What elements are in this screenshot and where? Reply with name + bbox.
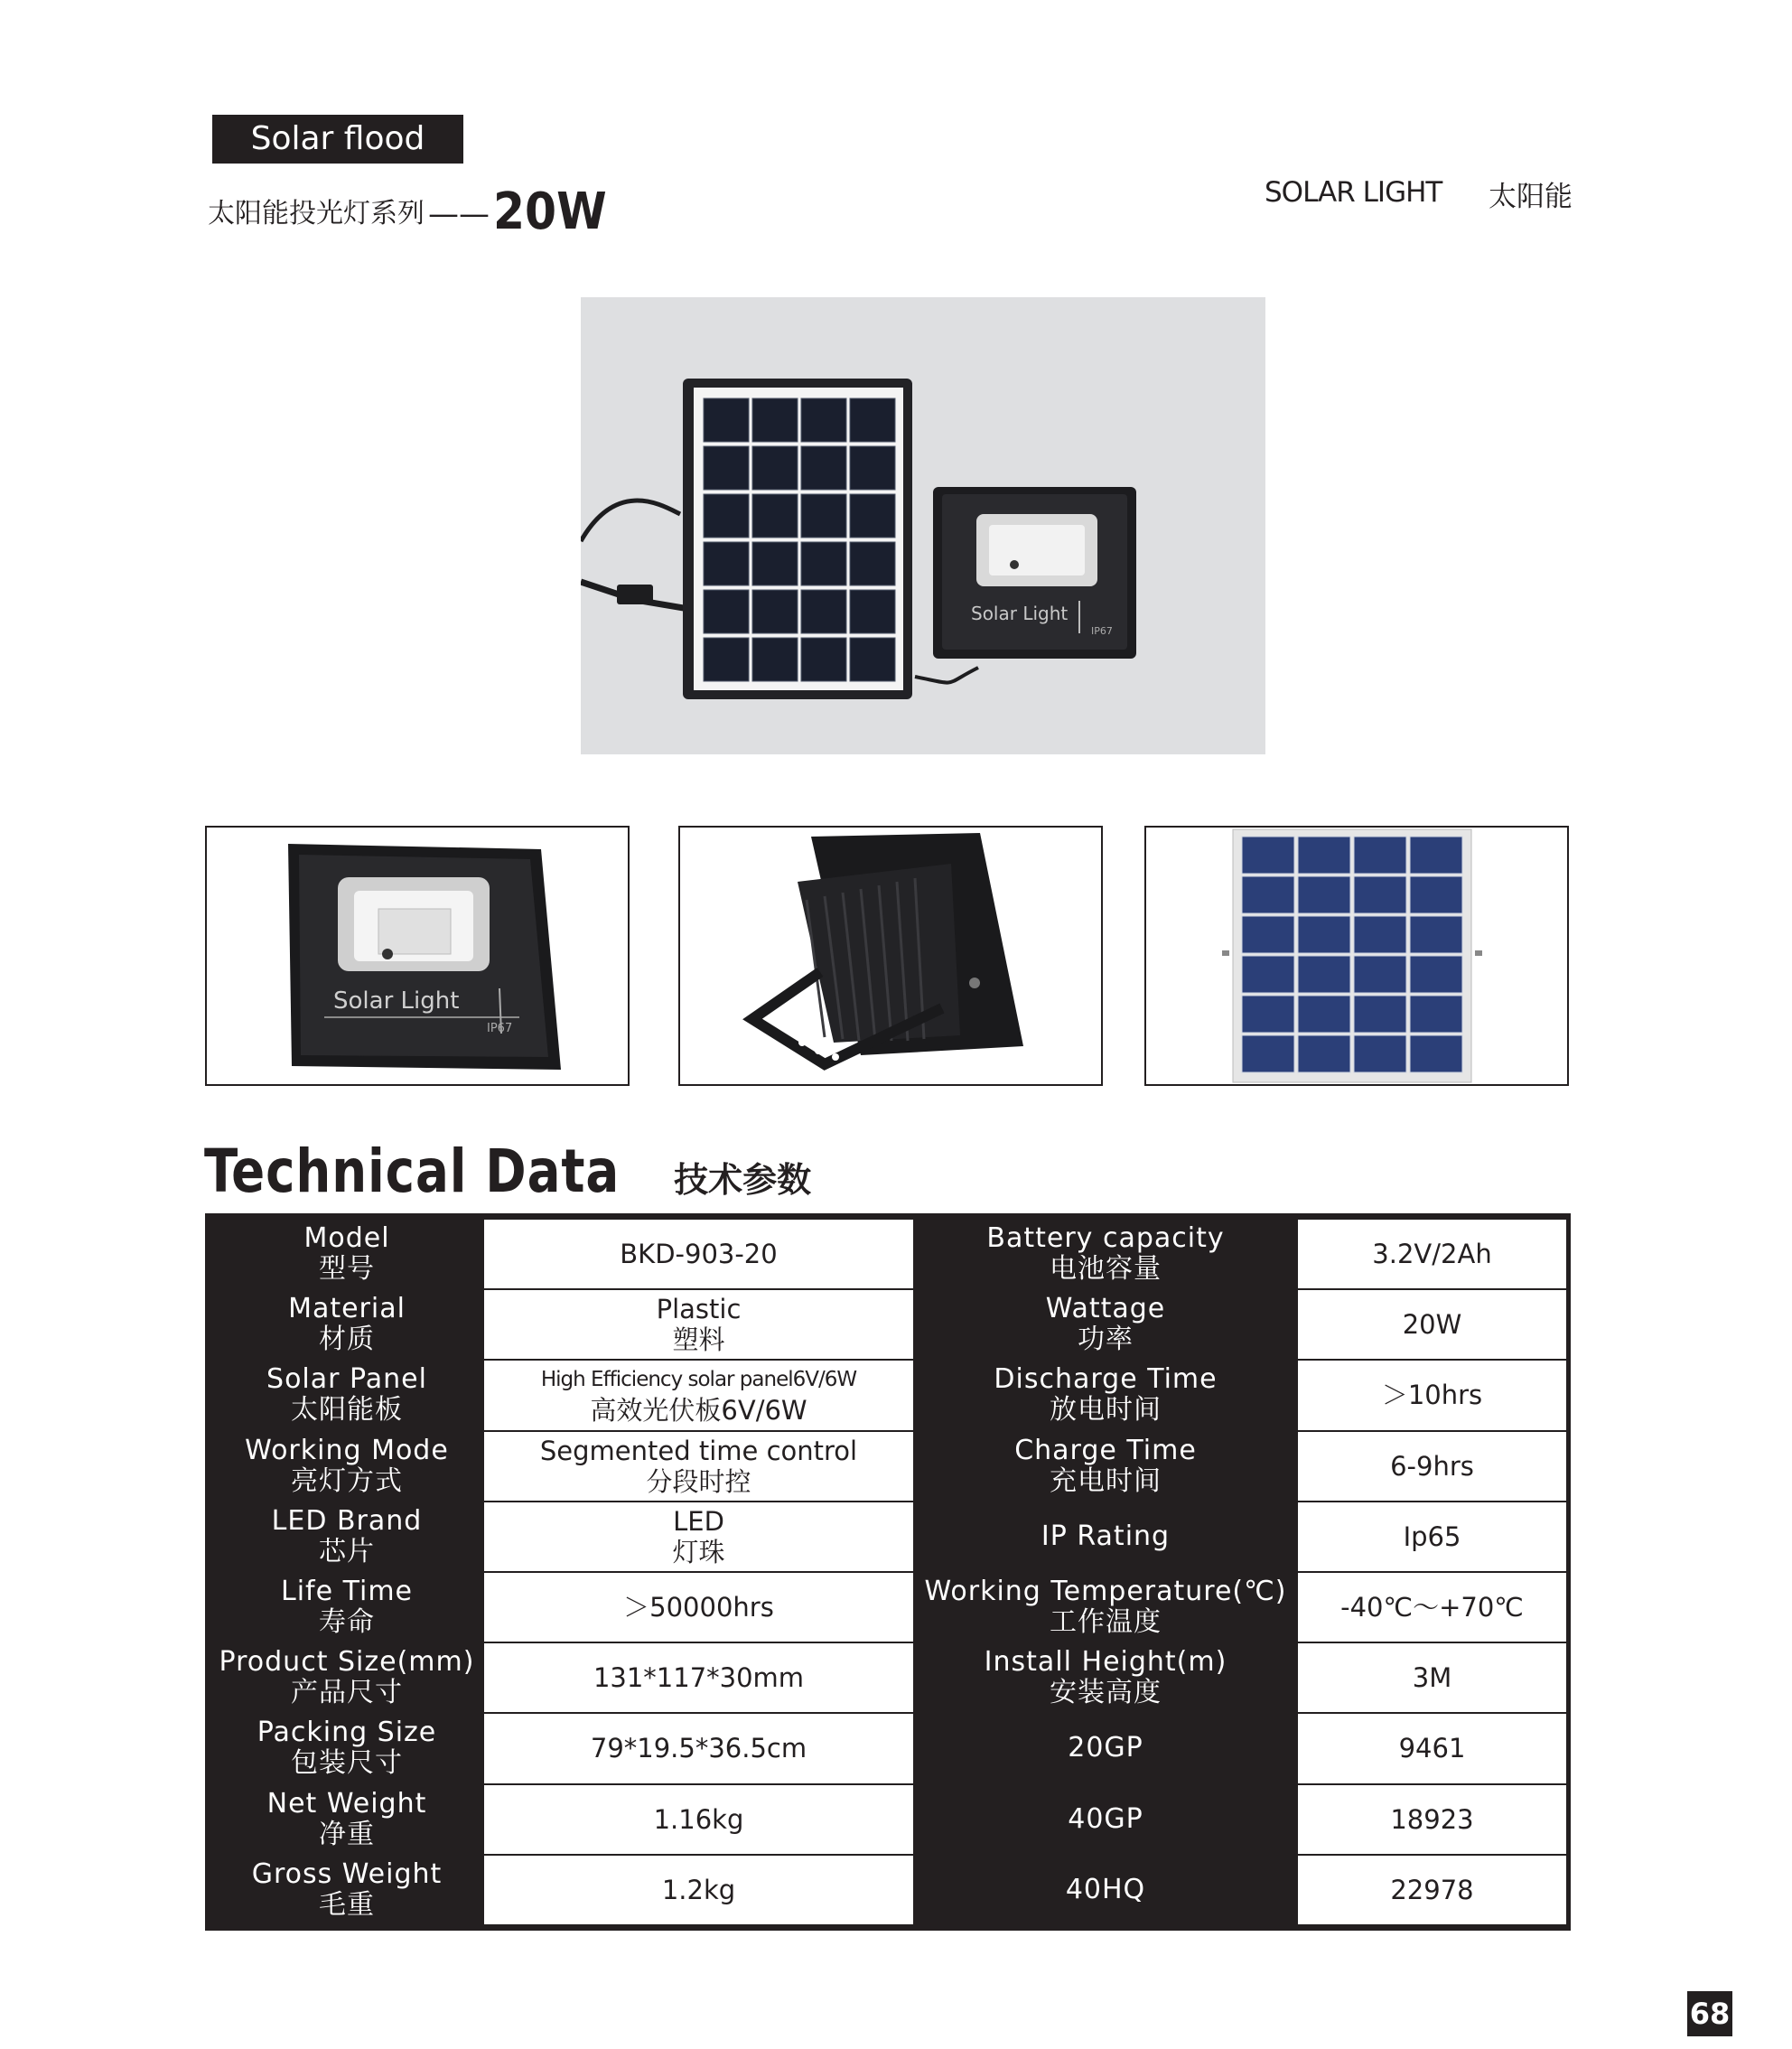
table-row bbox=[210, 1572, 1567, 1642]
solar-cell bbox=[752, 638, 798, 681]
spec-value: 分段时控 bbox=[646, 1465, 751, 1497]
solar-cell bbox=[1298, 996, 1350, 1033]
spec-value: -40℃～+70℃ bbox=[1340, 1592, 1524, 1623]
spec-label: 20GP bbox=[1068, 1732, 1143, 1764]
thumb-back-light bbox=[678, 826, 1103, 1086]
spec-label-cell bbox=[210, 1502, 483, 1572]
solar-cell bbox=[850, 590, 895, 633]
solar-cell bbox=[752, 542, 798, 585]
title-dash: —— bbox=[428, 196, 490, 232]
spec-value: 22978 bbox=[1390, 1874, 1474, 1905]
solar-cell bbox=[1410, 837, 1462, 874]
spec-label: 太阳能板 bbox=[291, 1394, 403, 1427]
spec-value: 1.16kg bbox=[653, 1803, 744, 1835]
solar-cell bbox=[1298, 1035, 1350, 1072]
solar-cell bbox=[801, 446, 846, 490]
spec-label: Wattage bbox=[1045, 1293, 1166, 1325]
solar-cell bbox=[1242, 1035, 1294, 1072]
spec-value: 1.2kg bbox=[661, 1874, 736, 1905]
spec-value-cell bbox=[483, 1784, 914, 1855]
solar-cell bbox=[1354, 956, 1406, 993]
solar-cell bbox=[1242, 876, 1294, 913]
spec-value-cell bbox=[483, 1289, 914, 1360]
spec-value: ＞50000hrs bbox=[623, 1592, 774, 1623]
spec-label-cell bbox=[914, 1502, 1297, 1572]
spec-label-cell bbox=[210, 1713, 483, 1783]
spec-value-cell bbox=[1297, 1431, 1567, 1502]
spec-label: Model bbox=[303, 1222, 390, 1255]
spec-label: Solar Panel bbox=[266, 1363, 427, 1396]
table-row bbox=[210, 1502, 1567, 1572]
product-badge: Solar flood light bbox=[212, 115, 463, 164]
spec-value: 3M bbox=[1412, 1662, 1452, 1694]
spec-label-cell bbox=[210, 1855, 483, 1925]
spec-label: Product Size(mm) bbox=[219, 1646, 475, 1679]
spec-label: 芯片 bbox=[319, 1535, 375, 1567]
table-row bbox=[210, 1289, 1567, 1360]
spec-value-cell bbox=[1297, 1219, 1567, 1289]
spec-label: Working Temperature(℃) bbox=[924, 1576, 1287, 1608]
thumb-ip-label: IP67 bbox=[487, 1022, 513, 1035]
solar-cell bbox=[752, 494, 798, 538]
spec-label: 寿命 bbox=[319, 1606, 375, 1639]
spec-label: Install Height(m) bbox=[984, 1646, 1227, 1679]
spec-value: 3.2V/2Ah bbox=[1372, 1239, 1492, 1270]
spec-label-cell bbox=[914, 1219, 1297, 1289]
spec-label: 40HQ bbox=[1065, 1873, 1146, 1905]
series-title bbox=[208, 176, 607, 239]
spec-label: LED Brand bbox=[271, 1504, 423, 1537]
solar-cell bbox=[850, 398, 895, 442]
spec-value-cell bbox=[483, 1219, 914, 1289]
spec-value: LED bbox=[673, 1505, 724, 1537]
light-brand-label: Solar Light bbox=[971, 603, 1069, 624]
spec-value-cell bbox=[483, 1713, 914, 1783]
spec-label: 充电时间 bbox=[1050, 1464, 1162, 1497]
spec-label: 包装尺寸 bbox=[291, 1747, 403, 1780]
spec-value: 20W bbox=[1402, 1309, 1462, 1341]
technical-data-heading bbox=[204, 1137, 811, 1206]
spec-label: Life Time bbox=[280, 1576, 414, 1608]
spec-value-cell bbox=[483, 1855, 914, 1925]
spec-label-cell bbox=[210, 1431, 483, 1502]
flood-light-front-illustration bbox=[207, 828, 628, 1084]
solar-cell bbox=[801, 638, 846, 681]
solar-cell bbox=[1354, 916, 1406, 953]
category-en: SOLAR LIGHT bbox=[1265, 176, 1442, 209]
table-row bbox=[210, 1855, 1567, 1925]
spec-label-cell bbox=[914, 1572, 1297, 1642]
spec-label: Net Weight bbox=[266, 1787, 427, 1820]
spec-label: Gross Weight bbox=[251, 1857, 443, 1890]
spec-label-cell bbox=[914, 1431, 1297, 1502]
solar-cell bbox=[1298, 876, 1350, 913]
spec-label-cell bbox=[210, 1289, 483, 1360]
solar-cell bbox=[1242, 837, 1294, 874]
spec-value-cell bbox=[483, 1642, 914, 1713]
solar-cell bbox=[704, 398, 749, 442]
spec-value: Segmented time control bbox=[539, 1435, 858, 1466]
solar-cell bbox=[752, 446, 798, 490]
solar-cell bbox=[1354, 1035, 1406, 1072]
solar-cell bbox=[1410, 956, 1462, 993]
spec-label-cell bbox=[914, 1360, 1297, 1430]
solar-panel-illustration bbox=[1146, 828, 1567, 1084]
spec-label: 工作温度 bbox=[1050, 1606, 1162, 1639]
spec-label: 材质 bbox=[319, 1324, 375, 1356]
spec-label: 放电时间 bbox=[1050, 1394, 1162, 1427]
spec-label: IP Rating bbox=[1041, 1520, 1171, 1552]
spec-value: ＞10hrs bbox=[1381, 1380, 1483, 1411]
spec-value-cell bbox=[1297, 1713, 1567, 1783]
spec-value: 高效光伏板6V/6W bbox=[590, 1395, 807, 1427]
spec-value: Ip65 bbox=[1403, 1520, 1461, 1552]
solar-cell bbox=[850, 638, 895, 681]
solar-cell bbox=[1410, 996, 1462, 1033]
flood-light-back-illustration bbox=[680, 828, 1101, 1084]
spec-value-cell bbox=[483, 1360, 914, 1430]
thumb-front-light bbox=[205, 826, 630, 1086]
solar-cell bbox=[1410, 1035, 1462, 1072]
spec-value: Plastic bbox=[656, 1294, 742, 1325]
spec-label: 毛重 bbox=[319, 1888, 375, 1921]
solar-cell bbox=[1298, 916, 1350, 953]
series-cn: 太阳能投光灯系列 bbox=[208, 198, 425, 229]
page-number: 68 bbox=[1687, 1991, 1732, 2036]
spec-label-cell bbox=[210, 1642, 483, 1713]
spec-value: BKD-903-20 bbox=[620, 1239, 778, 1270]
spec-value: 灯珠 bbox=[672, 1536, 725, 1567]
solar-cell bbox=[1242, 996, 1294, 1033]
spec-label-cell bbox=[210, 1360, 483, 1430]
spec-value-cell bbox=[1297, 1572, 1567, 1642]
table-row bbox=[210, 1360, 1567, 1430]
solar-cell bbox=[752, 398, 798, 442]
solar-cell bbox=[850, 494, 895, 538]
spec-label: 电池容量 bbox=[1050, 1253, 1162, 1286]
tech-title-en: Technical Data bbox=[204, 1137, 621, 1206]
spec-value-cell bbox=[1297, 1289, 1567, 1360]
spec-label-cell bbox=[210, 1784, 483, 1855]
table-row bbox=[210, 1431, 1567, 1502]
spec-value-cell bbox=[1297, 1642, 1567, 1713]
solar-kit-illustration bbox=[581, 297, 1265, 754]
solar-cell bbox=[704, 494, 749, 538]
solar-cell bbox=[1410, 916, 1462, 953]
spec-label: Battery capacity bbox=[986, 1222, 1225, 1255]
spec-label: 安装高度 bbox=[1050, 1677, 1162, 1709]
spec-value-cell bbox=[483, 1572, 914, 1642]
spec-label-cell bbox=[210, 1219, 483, 1289]
spec-label: 功率 bbox=[1078, 1324, 1134, 1356]
solar-cell bbox=[1354, 876, 1406, 913]
solar-cell bbox=[704, 638, 749, 681]
spec-label-cell bbox=[914, 1784, 1297, 1855]
spec-value-cell bbox=[483, 1431, 914, 1502]
solar-cell bbox=[1298, 956, 1350, 993]
thumb-brand-label: Solar Light bbox=[333, 987, 460, 1015]
solar-cell bbox=[850, 446, 895, 490]
spec-label-cell bbox=[210, 1572, 483, 1642]
spec-label-cell bbox=[914, 1289, 1297, 1360]
table-row bbox=[210, 1642, 1567, 1713]
spec-value: 9461 bbox=[1398, 1733, 1466, 1764]
spec-label: 亮灯方式 bbox=[291, 1464, 403, 1497]
solar-cell bbox=[1410, 876, 1462, 913]
wattage-title: 20W bbox=[493, 182, 607, 241]
solar-cell bbox=[1354, 837, 1406, 874]
spec-value: 塑料 bbox=[672, 1324, 725, 1356]
spec-label: 产品尺寸 bbox=[291, 1677, 403, 1709]
spec-label-cell bbox=[914, 1855, 1297, 1925]
spec-label: Packing Size bbox=[257, 1717, 437, 1749]
spec-value-cell bbox=[483, 1502, 914, 1572]
spec-label: Charge Time bbox=[1014, 1434, 1197, 1466]
spec-value: 131*117*30mm bbox=[593, 1662, 805, 1694]
spec-label: 净重 bbox=[319, 1818, 375, 1850]
solar-cell bbox=[704, 590, 749, 633]
light-ip-label: IP67 bbox=[1091, 625, 1113, 637]
spec-value-cell bbox=[1297, 1360, 1567, 1430]
solar-cell bbox=[801, 494, 846, 538]
spec-label: Discharge Time bbox=[994, 1363, 1218, 1396]
spec-value: 18923 bbox=[1390, 1803, 1474, 1835]
spec-value-cell bbox=[1297, 1784, 1567, 1855]
table-row bbox=[210, 1713, 1567, 1783]
spec-value: 6-9hrs bbox=[1390, 1450, 1474, 1482]
solar-cell bbox=[704, 446, 749, 490]
solar-cell bbox=[1242, 956, 1294, 993]
solar-cell bbox=[801, 590, 846, 633]
spec-value: High Efficiency solar panel6V/6W bbox=[540, 1368, 857, 1392]
spec-label: Material bbox=[288, 1293, 406, 1325]
thumb-solar-panel bbox=[1144, 826, 1569, 1086]
spec-label: 40GP bbox=[1068, 1802, 1143, 1835]
spec-label: 型号 bbox=[319, 1253, 375, 1286]
table-row bbox=[210, 1219, 1567, 1289]
category-cn: 太阳能 bbox=[1489, 181, 1573, 213]
spec-table bbox=[205, 1213, 1571, 1931]
spec-value-cell bbox=[1297, 1502, 1567, 1572]
solar-cell bbox=[850, 542, 895, 585]
solar-cell bbox=[752, 590, 798, 633]
solar-cell bbox=[1298, 837, 1350, 874]
spec-value-cell bbox=[1297, 1855, 1567, 1925]
solar-cell bbox=[1354, 996, 1406, 1033]
solar-cell bbox=[801, 398, 846, 442]
solar-cell bbox=[704, 542, 749, 585]
tech-title-cn: 技术参数 bbox=[674, 1160, 812, 1200]
spec-label-cell bbox=[914, 1642, 1297, 1713]
spec-label: Working Mode bbox=[245, 1434, 449, 1466]
spec-value: 79*19.5*36.5cm bbox=[590, 1733, 807, 1764]
solar-cell bbox=[801, 542, 846, 585]
main-product-photo bbox=[581, 297, 1265, 754]
spec-label-cell bbox=[914, 1713, 1297, 1783]
solar-cell bbox=[1242, 916, 1294, 953]
table-row bbox=[210, 1784, 1567, 1855]
